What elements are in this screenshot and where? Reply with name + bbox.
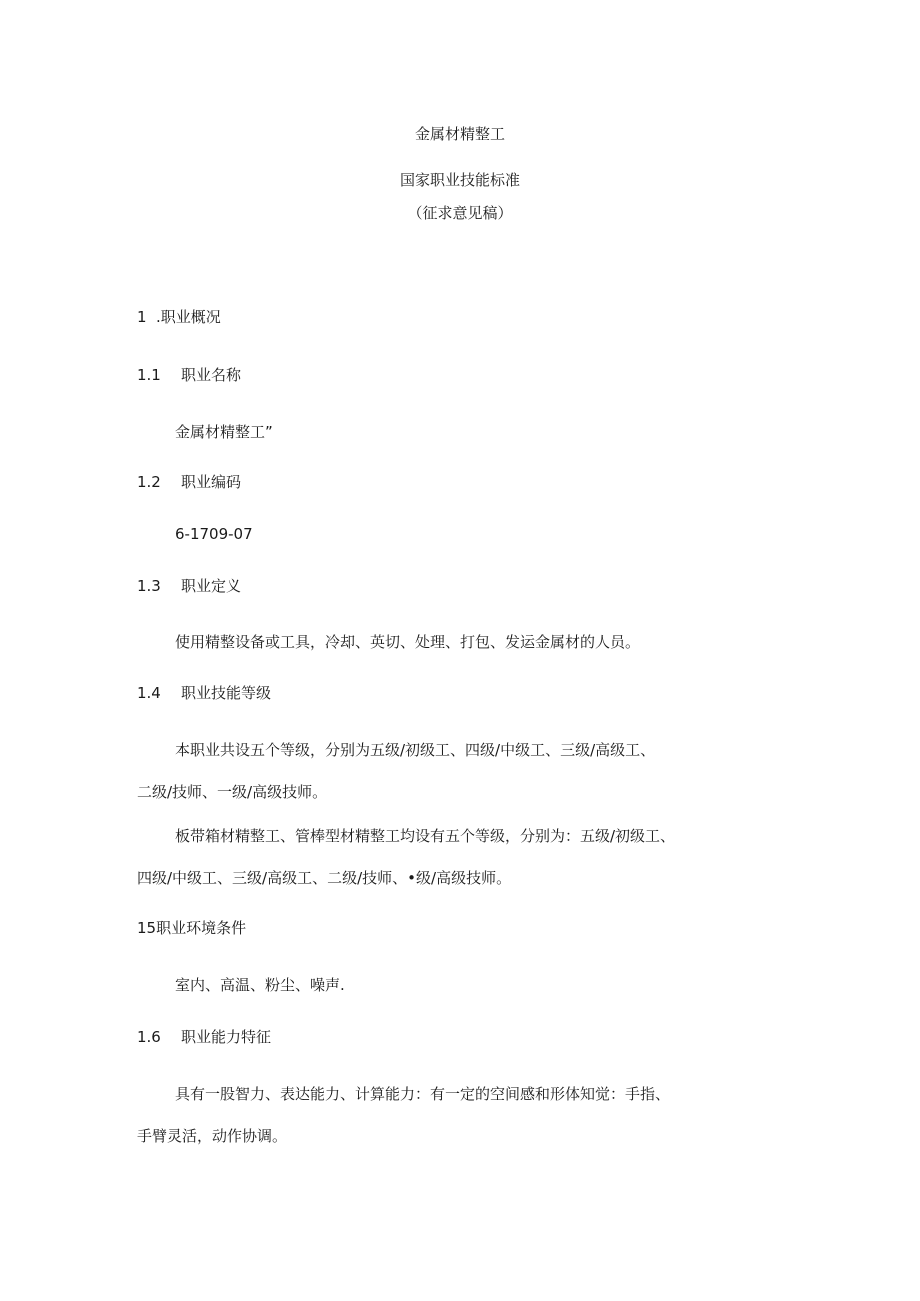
section-title: .职业概况 xyxy=(156,308,221,326)
paragraph-line: 板带箱材精整工、管棒型材精整工均设有五个等级，分别为：五级/初级工、 xyxy=(175,827,676,845)
section-number: 1.3 xyxy=(137,577,161,595)
occupation-definition: 使用精整设备或工具，冷却、英切、处理、打包、发运金属材的人员。 xyxy=(175,633,641,651)
draft-note: （征求意见稿） xyxy=(407,204,513,222)
section-number: 1.4 xyxy=(137,684,161,702)
section-number: 1.1 xyxy=(137,366,161,384)
occupation-code: 6-1709-07 xyxy=(175,525,253,543)
section-1-5-heading: 15职业环境条件 xyxy=(137,919,247,937)
work-environment: 室内、高温、粉尘、噪声. xyxy=(175,976,345,994)
section-title: 职业名称 xyxy=(181,366,242,384)
section-number: 1 xyxy=(137,308,147,326)
paragraph-line: 本职业共设五个等级，分别为五级/初级工、四级/中级工、三级/高级工、 xyxy=(175,741,656,759)
section-number: 1.6 xyxy=(137,1028,161,1046)
document-title: 金属材精整工 xyxy=(414,125,505,143)
section-title: 职业技能等级 xyxy=(181,684,272,702)
paragraph-line: 四级/中级工、三级/高级工、二级/技师、•级/高级技师。 xyxy=(137,869,512,887)
section-title: 职业能力特征 xyxy=(181,1028,272,1046)
paragraph-line: 具有一股智力、表达能力、计算能力：有一定的空间感和形体知觉：手指、 xyxy=(175,1085,671,1103)
paragraph-line: 手臂灵活，动作协调。 xyxy=(137,1127,288,1145)
section-number: 1.2 xyxy=(137,473,161,491)
section-title: 职业编码 xyxy=(181,473,242,491)
paragraph-line: 二级/技师、一级/高级技师。 xyxy=(137,783,328,801)
occupation-name: 金属材精整工” xyxy=(175,423,273,441)
section-title: 职业定义 xyxy=(181,577,242,595)
document-subtitle: 国家职业技能标准 xyxy=(399,171,520,189)
